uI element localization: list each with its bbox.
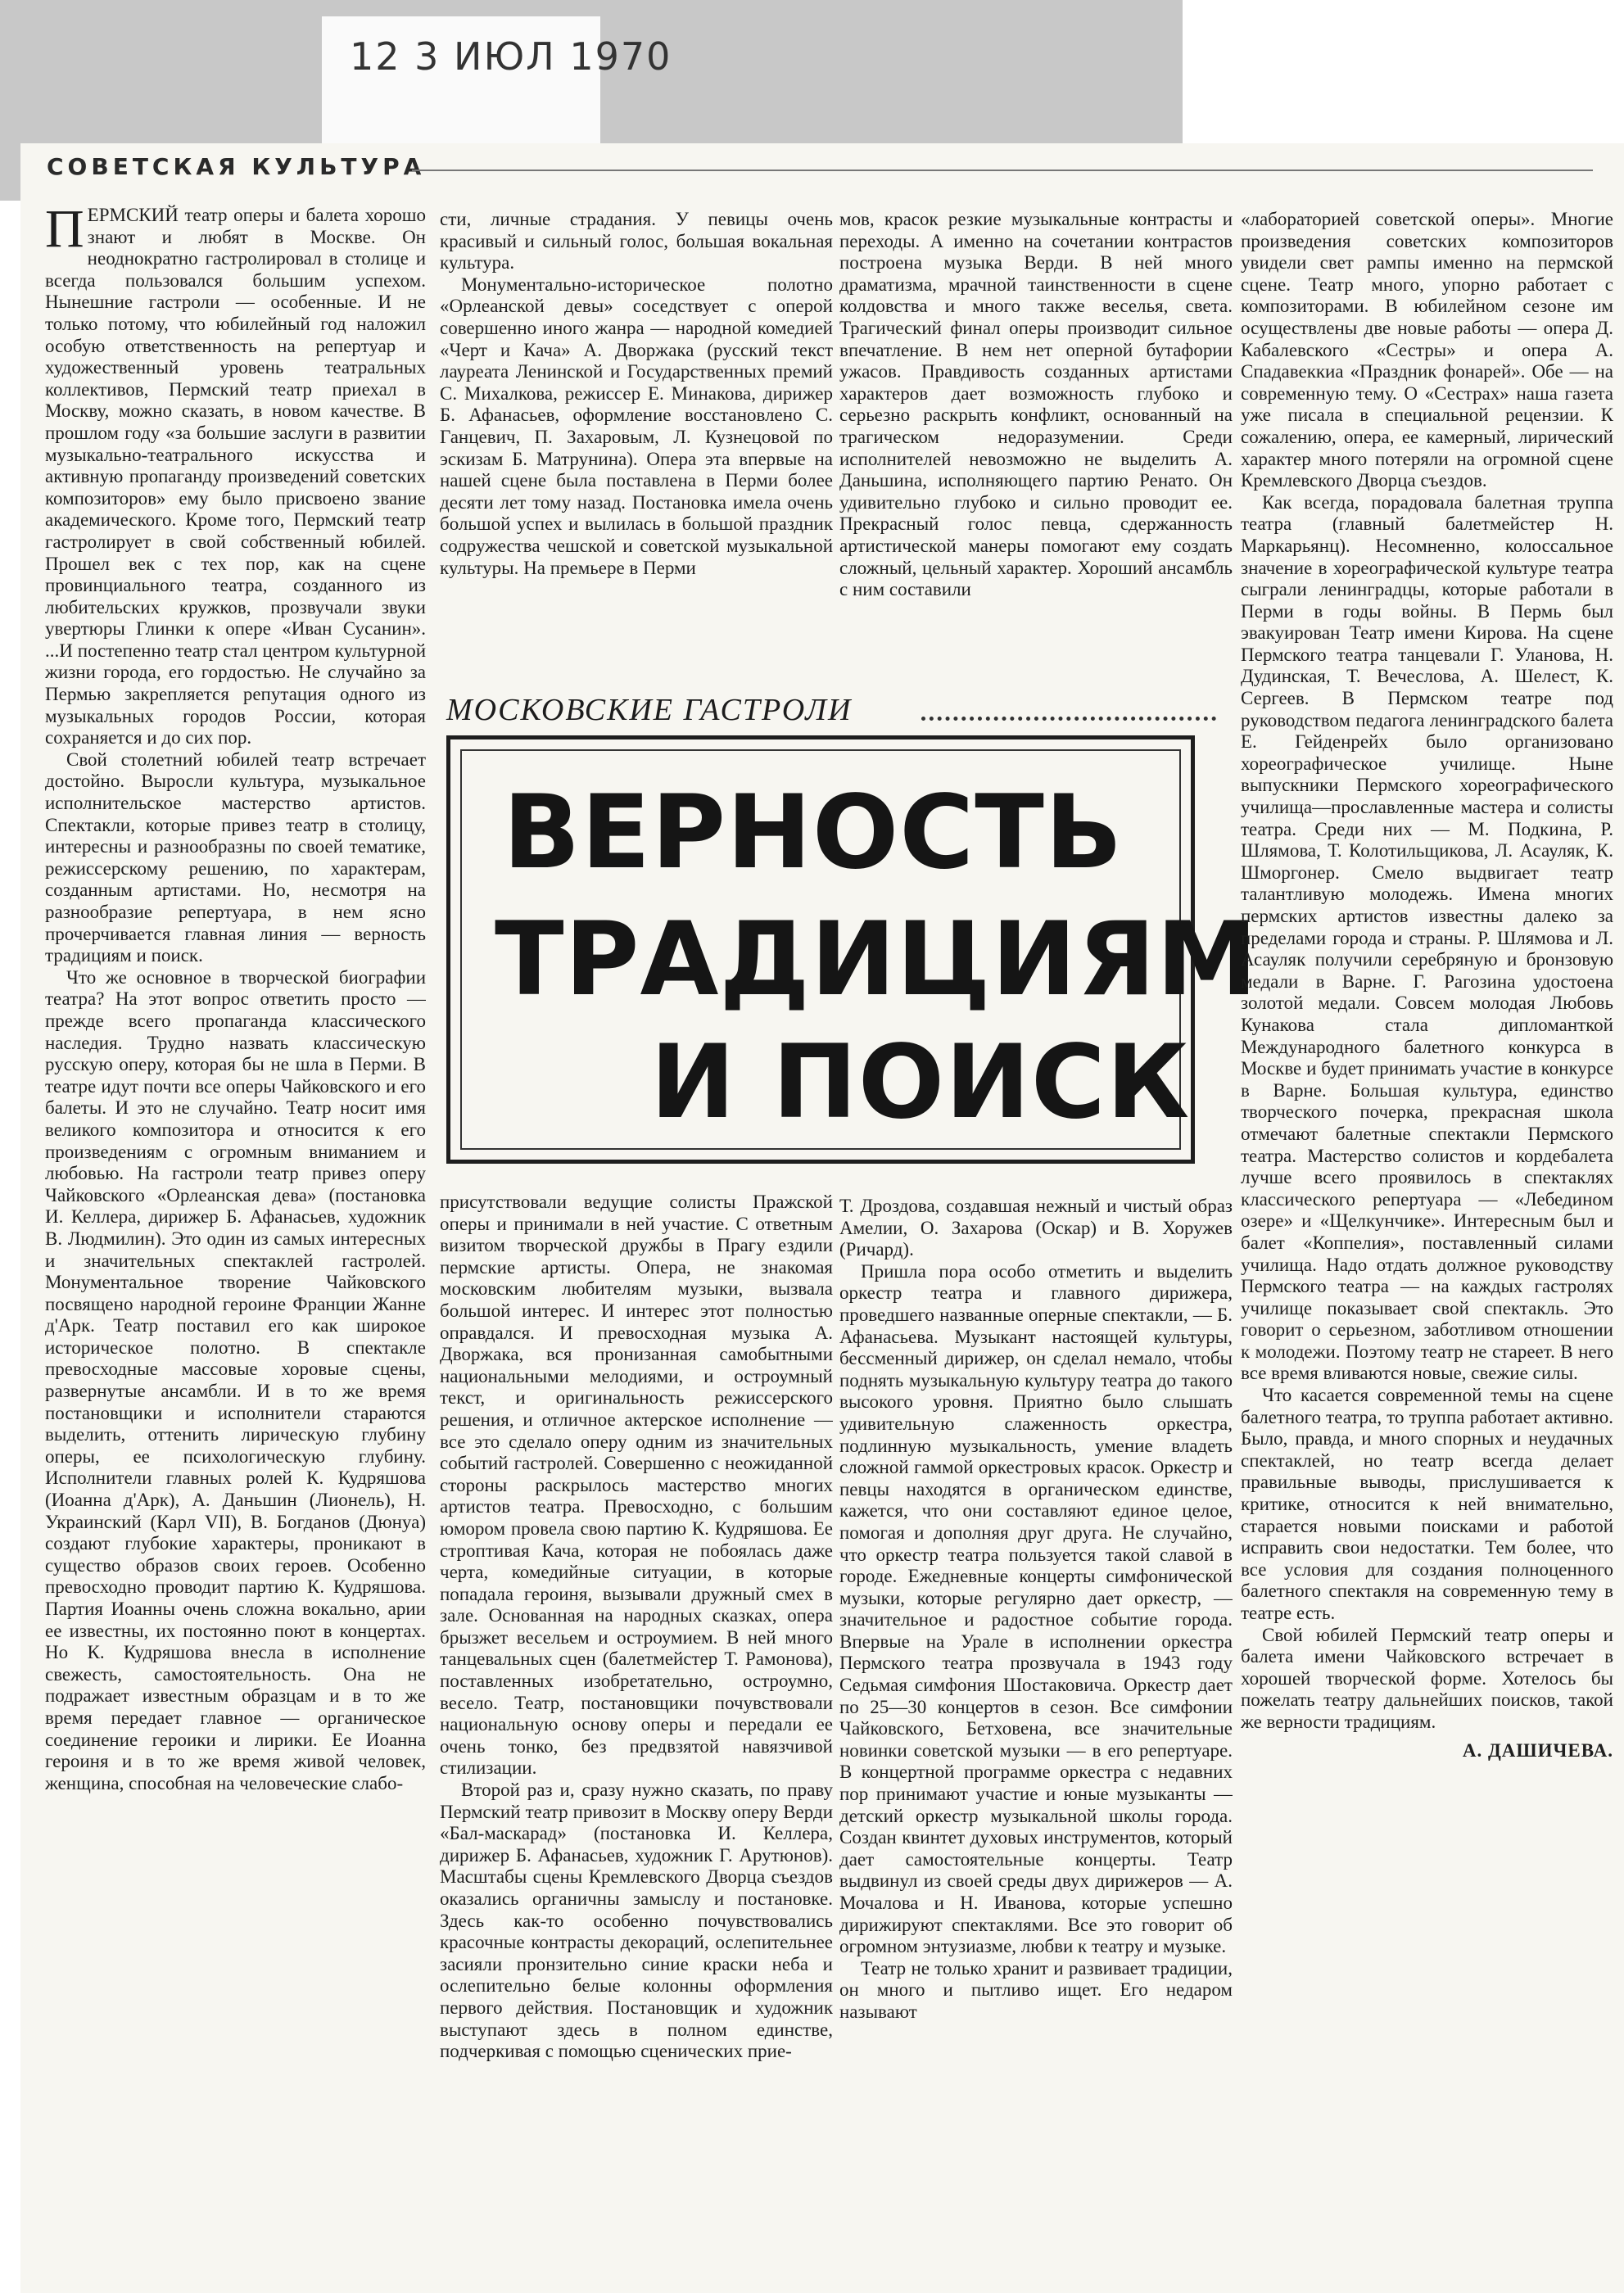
headline-line-1: ВЕРНОСТЬ bbox=[503, 774, 1124, 892]
article-paragraph: Пришла пора особо отметить и выделить оркестр театра и главного дирижера, проведшего названные оперные спектакли, — Б. Афанасьева. Музыкант настоящей культуры, бессменный дирижер, он сделал немало, чтобы поднять музыкальную культуру театра до такого высокого уровня. Приятно было слышать удивительную слаженность оркестра, подлинную музыкальность, умение владеть сложной гаммой оркестровых красок. Оркестр и певцы находятся в органическом единстве, кажется, что они составляют единое целое, помогая и дополняя друг друга. Не случайно, что оркестр театра пользуется такой славой в городе. Ежедневные концерты симфонической музыки, которые регулярно дает оркестр, — значительное и радостное событие города. Впервые на Урале в исполнении оркестра Пермского театра прозвучала в 1943 году Седьмая симфония Шостаковича. Оркестр дает по 25—30 концертов в сезон. Все симфонии Чайковского, Бетховена, все значительные новинки советской музыки — в его репертуаре. В концертной программе оркестра с недавних пор принимают участие и юные музыканты — детский оркестр музыкальной школы города. Создан квинтет духовых инструментов, который дает самостоятельные концерты. Театр выдвинул из своей среды двух дирижеров — А. Мочалова и Н. Иванова, которые успешно дирижируют спектаклями. Все это говорит об огромном энтузиазме, любви к театру и музыке. bbox=[839, 1260, 1233, 1957]
rubric-dotted-rule bbox=[921, 717, 1216, 726]
newspaper-clipping bbox=[20, 143, 1624, 2293]
article-paragraph: сти, личные страдания. У певицы очень красивый и сильный голос, большая вокальная культура. bbox=[440, 209, 833, 274]
paragraph-text: ЕРМСКИЙ театр оперы и балета хорошо знают и любят в Москве. Он неоднократно гастролировал в столице и всегда пользовался большим успехом. Нынешние гастроли — особенные. И не только потому, что юбилейный год наложил особую ответственность на репертуар и художественный уровень театральных коллективов, Пермский театр приехал в Москву, можно сказать, в новом качестве. В прошлом году «за большие заслуги в развитии музыкально-театрального искусства и активную пропаганду произведений советских композиторов» ему было присвоено звание академического. Кроме того, Пермский театр гастролирует в свой собственный юбилей. Прошел век с тех пор, как на сцене провинциального театра, созданного из любительских кружков, прозвучали звуки увертюры Глинки к опере «Иван Сусанин». ...И постепенно театр стал центром культурной жизни города, его гордостью. Не случайно за Пермью закрепляется репутация одного из музыкальных городов России, которая сохраняется и до сих пор. bbox=[45, 205, 426, 749]
article-paragraph: Как всегда, порадовала балетная труппа театра (главный балетмейстер Н. Маркарьянц). Несомненно, колоссальное значение в хореографической культуре театра сыграли ленинградцы, которые работали в Перми в годы войны. В Пермь был эвакуирован Театр имени Кирова. На сцене Пермского театра танцевали Г. Уланова, Н. Дудинская, Т. Вечеслова, А. Шелест, К. Сергеев. В Пермском театре под руководством педагога ленинградского балета Е. Гейденрейх было организовано хореографическое училище. Ныне выпускники Пермского хореографического училища—прославленные мастера и солисты театра. Среди них — М. Подкина, Р. Шлямова, Т. Колотильщикова, Л. Асауляк, К. Шморгонер. Смело выдвигает театр талантливую молодежь. Имена многих пермских артистов известны далеко за пределами города и страны. Р. Шлямова и Л. Асауляк получили серебряную и бронзовую медали в Варне. Г. Рагозина удостоена золотой медали. Совсем молодая Любовь Кунакова стала дипломанткой Международного балетного конкурса в Москве и будет принимать участие в конкурсе в Варне. Большая культура, единство творческого почерка, прекрасная школа отмечают балетные спектакли Пермского театра. Мастерство солистов и кордебалета лучше всего проявилось в спектаклях классического репертуара — «Лебедином озере» и «Щелкунчике». Интересным был и балет «Коппелия», поставленный силами училища. Надо отдать должное руководству Пермского театра — на каждых гастролях училище показывает свой спектакль. Это говорит о серьезном, заботливом отношении к молодежи. Поэтому театр не стареет. В него все время вливаются новые, свежие силы. bbox=[1241, 491, 1613, 1384]
drop-cap: П bbox=[45, 205, 84, 259]
headline-line-3: И ПОИСК bbox=[650, 1024, 1191, 1142]
article-column-3-top bbox=[839, 209, 1233, 667]
article-column-1 bbox=[45, 205, 426, 2281]
article-paragraph: Театр не только хранит и развивает традиции, он много и пытливо ищет. Его недаром называют bbox=[839, 1957, 1233, 2022]
date-stamp: 12 3 ИЮЛ 1970 bbox=[350, 34, 672, 79]
section-header: СОВЕТСКАЯ КУЛЬТУРА bbox=[47, 153, 426, 180]
headline-inner-frame bbox=[460, 749, 1259, 1150]
author-signature: А. ДАШИЧЕВА. bbox=[1462, 1739, 1613, 1761]
article-paragraph: Свой столетний юбилей театр встречает достойно. Выросли культура, музыкальное исполнительское мастерство артистов. Спектакли, которые привез театр в столицу, интересны и разнообразны по своей тематике, режиссерскому решению, по характерам, созданным артистами. Но, несмотря на разнообразие репертуара, в нем ясно прочерчивается главная линия — верность традициям и поиск. bbox=[45, 749, 426, 966]
article-paragraph: присутствовали ведущие солисты Пражской оперы и принимали в ней участие. С ответным визитом творческой дружбы в Прагу ездили пермские артисты. Опера, не знакомая московским любителям музыки, вызвала большой интерес. И интерес этот полностью оправдался. И превосходная музыка А. Дворжака, вся пронизанная самобытными национальными мелодиями, и остроумный текст, и оригинальность режиссерского решения, и отличное актерское исполнение — все это сделало оперу одним из значительных событий гастролей. Совершенно с неожиданной стороны раскрылось мастерство многих артистов театра. Превосходно, с большим юмором провела свою партию К. Кудряшова. Ее строптивая Кача, которая не побоялась даже черта, комедийные ситуации, в которые попадала героиня, вызывали дружный смех в зале. Основанная на народных сказках, опера брызжет весельем и остроумием. В ней много танцевальных сцен (балетмейстер Т. Рамонова), поставленных изобретательно, остроумно, весело. Театр, постановщики почувствовали национальную основу оперы и передали ее очень тонко, без предвзятой навязчивой стилизации. bbox=[440, 1192, 833, 1779]
article-column-2-top bbox=[440, 209, 833, 692]
article-column-3-bottom bbox=[839, 1196, 1233, 2281]
article-column-4 bbox=[1241, 209, 1613, 2281]
article-paragraph bbox=[45, 205, 426, 749]
article-paragraph: Монументально-историческое полотно «Орлеанской девы» соседствует с оперой совершенно иного жанра — народной комедией «Черт и Кача» А. Дворжака (русский текст лауреата Ленинской и Государственных премий С. Михалкова, режиссер Е. Минакова, дирижер Б. Афанасьев, оформление восстановлено С. Ганцевич, П. Захаровым, Л. Кузнецовой по эскизам Б. Матрунина). Опера эта впервые на нашей сцене была поставлена в Перми более десяти лет тому назад. Постановка имела очень большой успех и вылилась в большой праздник содружества чешской и советской музыкальной культуры. На премьере в Перми bbox=[440, 274, 833, 578]
article-paragraph: Что же основное в творческой биографии театра? На этот вопрос ответить просто — прежде всего пропаганда классического наследия. Трудно назвать классическую русскую оперу, которая бы не шла в Перми. В театре идут почти все оперы Чайковского и его балеты. И это не случайно. Театр носит имя великого композитора и относится к его произведениям с огромным вниманием и любовью. На гастроли театр привез оперу Чайковского «Орлеанская дева» (постановка И. Келлера, дирижер Б. Афанасьев, художник В. Людмилин). Это один из самых интересных и значительных спектаклей гастролей. Монументальное творение Чайковского посвящено народной героине Франции Жанне д'Арк. Театр поставил его как широкое историческое полотно. В спектакле превосходные массовые хоровые сцены, развернутые ансамбли. И в то же время постановщики и исполнители стараются выделить, оттенить лирическую глубину оперы, ее психологическую глубину. Исполнители главных ролей К. Кудряшова (Иоанна д'Арк), А. Даньшин (Лионель), Н. Украинский (Карл VII), В. Богданов (Дюнуа) создают глубокие характеры, проникают в существо образов своих героев. Особенно превосходно проводит партию К. Кудряшова. Партия Иоанны очень сложна вокально, арии ее известны, их постоянно поют в концертах. Но К. Кудряшова внесла в исполнение свежесть, самостоятельность. Она не подражает известным образцам и в то же время передает главное — органическое соединение героики и лирики. Ее Иоанна героиня и в то же время живой человек, женщина, способная на человеческие слабо- bbox=[45, 966, 426, 1793]
article-paragraph: Т. Дроздова, создавшая нежный и чистый образ Амелии, О. Захарова (Оскар) и В. Хоружев (Ричард). bbox=[839, 1196, 1233, 1260]
article-paragraph: Свой юбилей Пермский театр оперы и балета имени Чайковского встречает в хорошей творческой форме. Хотелось бы пожелать театру дальнейших поисков, такой же верности традициям. bbox=[1241, 1624, 1613, 1732]
article-column-2-bottom bbox=[440, 1192, 833, 2281]
article-paragraph: Второй раз и, сразу нужно сказать, по праву Пермский театр привозит в Москву оперу Верди «Бал-маскарад» (постановка И. Келлера, дирижер Б. Афанасьев, художник Г. Арутюнов). Масштабы сцены Кремлевского Дворца съездов оказались органичны замыслу и постановке. Здесь как-то особенно почувствовались красочные контрасты декораций, ослепительнее засияли пронзительно синие краски неба и ослепительно белые колонны оформления первого действия. Постановщик и художник выступают здесь в полном единстве, подчеркивая с помощью сценических прие- bbox=[440, 1780, 833, 2062]
headline-line-2: ТРАДИЦИЯМ bbox=[495, 901, 1259, 1019]
rubric: МОСКОВСКИЕ ГАСТРОЛИ bbox=[446, 693, 853, 727]
headline-box bbox=[446, 735, 1259, 1164]
article-paragraph: мов, красок резкие музыкальные контрасты и переходы. А именно на сочетании контрастов построена музыка Верди. В ней много драматизма, мрачной таинственности в сцене колдовства и много также веселья, света. Трагический финал оперы производит сильное впечатление. В нем нет оперной бутафории ужасов. Правдивость созданных артистами характеров дает возможность глубоко и серьезно раскрыть конфликт, основанный на трагическом недоразумении. Среди исполнителей невозможно не выделить А. Даньшина, исполняющего партию Ренато. Он удивительно глубоко и сильно проводит ее. Прекрасный голос певца, сдержанность артистической манеры помогают ему создать сложный, цельный характер. Хороший ансамбль с ним составили bbox=[839, 209, 1233, 600]
article-paragraph: Что касается современной темы на сцене балетного театра, то труппа работает активно. Было, правда, и много спорных и неудачных спектаклей, но театр всегда делает правильные выводы, прислушивается к критике, относится к ней внимательно, старается новыми поисками и работой исправить свои недостатки. Тем более, что все условия для создания полноценного балетного спектакля на современную тему в театре есть. bbox=[1241, 1385, 1613, 1623]
header-rule bbox=[412, 170, 1593, 171]
article-paragraph: «лабораторией советской оперы». Многие произведения советских композиторов увидели свет рампы именно на пермской сцене. Театр много, упорно работает с композиторами. В юбилейном сезоне им осуществлены две новые работы — опера Д. Кабалевского «Сестры» и опера А. Спадавеккиа «Праздник фонарей». Обе — на современную тему. О «Сестрах» наша газета уже писала в специальной рецензии. К сожалению, опера, ее камерный, лирический характер много потеряли на огромной сцене Кремлевского Дворца съездов. bbox=[1241, 209, 1613, 491]
